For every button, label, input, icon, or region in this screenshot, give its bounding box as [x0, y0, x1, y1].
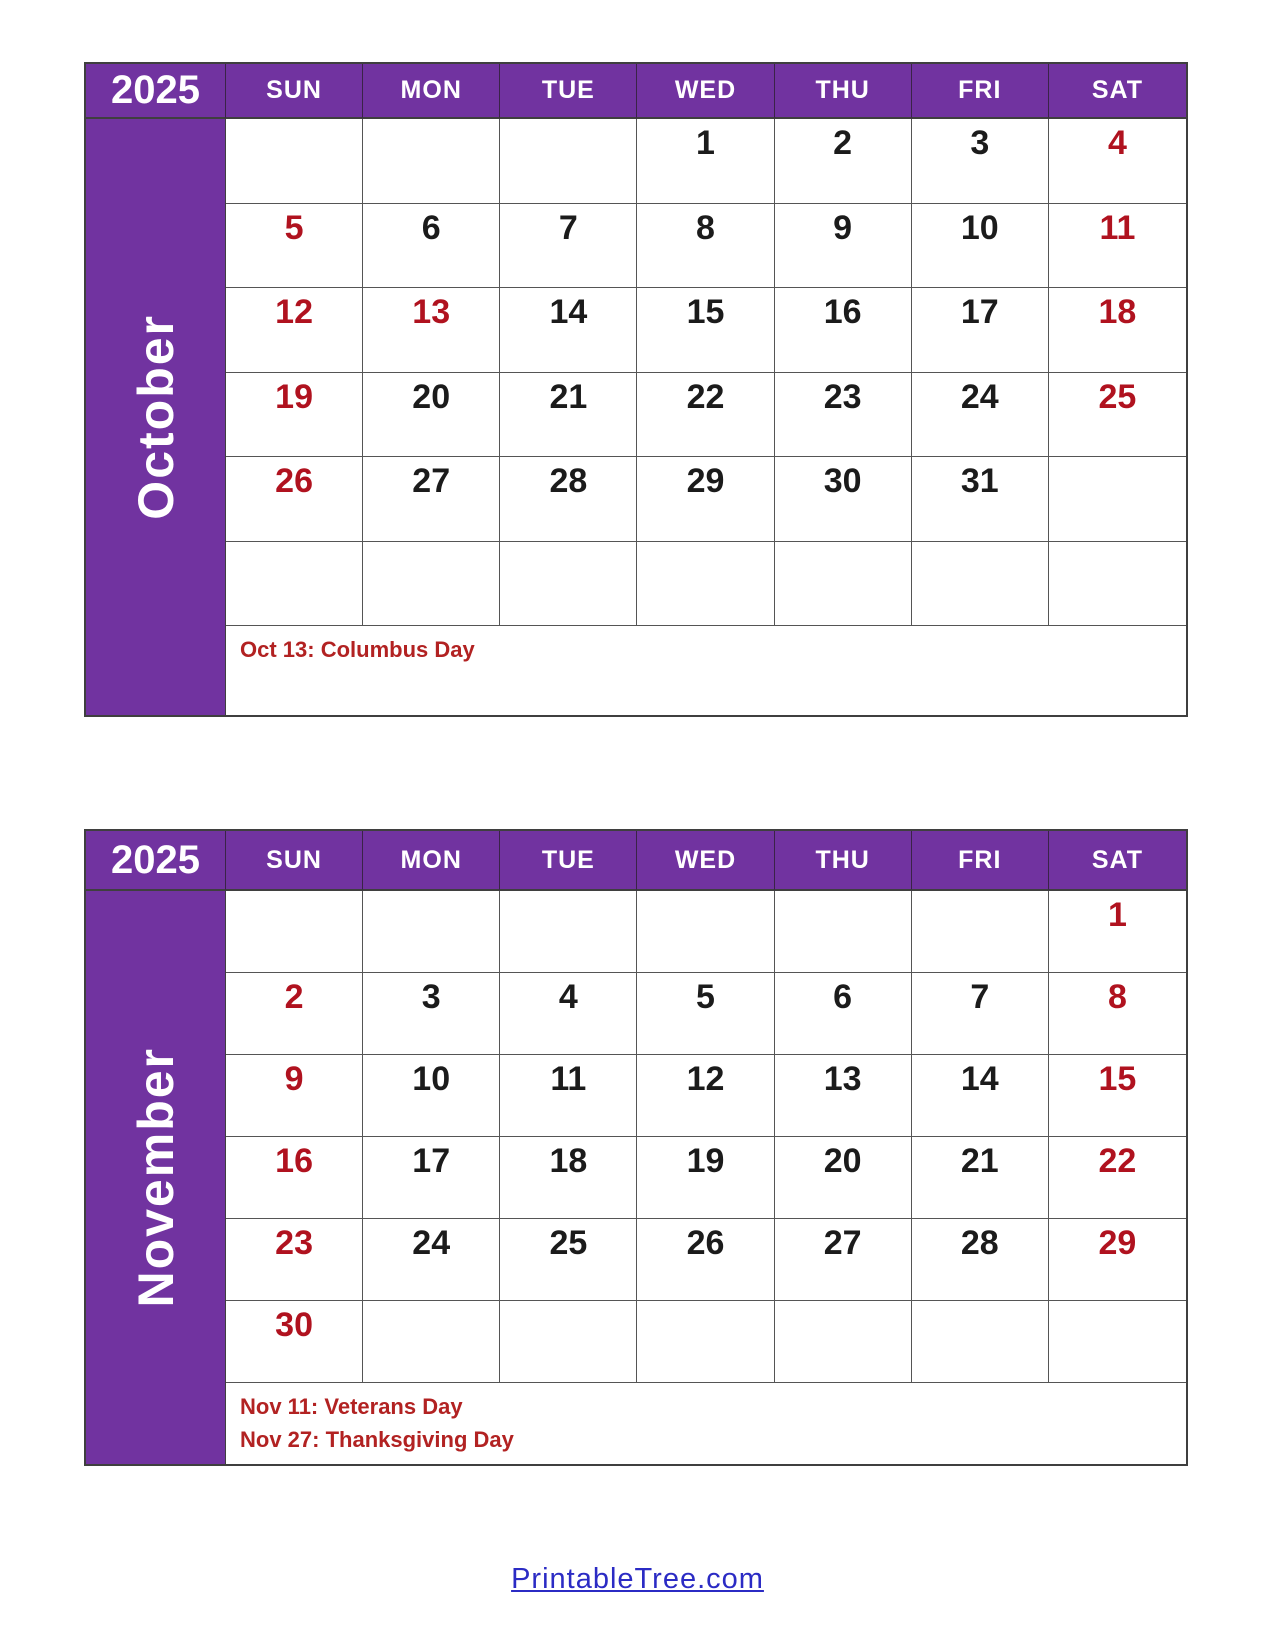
day-cell: 9	[775, 204, 912, 289]
day-cell-thanksgiving-day: 27	[775, 1219, 912, 1301]
month-sidebar	[86, 891, 226, 1464]
day-cell	[637, 891, 774, 973]
day-cell: 23	[226, 1219, 363, 1301]
day-cell: 9	[226, 1055, 363, 1137]
day-cell	[912, 891, 1049, 973]
footer-link[interactable]: PrintableTree.com	[511, 1563, 764, 1595]
day-cell: 24	[363, 1219, 500, 1301]
month-sidebar	[86, 119, 226, 715]
day-cell: 31	[912, 457, 1049, 542]
day-cell: 22	[637, 373, 774, 458]
holiday-notes	[226, 1383, 1186, 1464]
day-cell: 8	[1049, 973, 1186, 1055]
day-cell	[775, 542, 912, 627]
day-cell	[637, 1301, 774, 1383]
day-cell: 3	[912, 119, 1049, 204]
day-header-sun: SUN	[226, 64, 363, 119]
holiday-note-thanksgiving-day: Nov 27: Thanksgiving Day	[240, 1427, 514, 1452]
day-cell	[500, 1301, 637, 1383]
day-header-wed: WED	[637, 64, 774, 119]
day-cell	[500, 542, 637, 627]
day-cell: 4	[1049, 119, 1186, 204]
day-cell: 2	[775, 119, 912, 204]
day-cell: 2	[226, 973, 363, 1055]
day-header-sat: SAT	[1049, 64, 1186, 119]
day-cell	[912, 542, 1049, 627]
day-header-fri: FRI	[912, 64, 1049, 119]
day-header-thu: THU	[775, 64, 912, 119]
calendar-october	[84, 62, 1188, 717]
day-cell: 7	[912, 973, 1049, 1055]
year-label: 2025	[86, 64, 226, 119]
day-cell: 5	[637, 973, 774, 1055]
day-cell: 23	[775, 373, 912, 458]
day-cell: 8	[637, 204, 774, 289]
day-cell: 7	[500, 204, 637, 289]
day-cell	[912, 1301, 1049, 1383]
day-header-tue: TUE	[500, 831, 637, 891]
day-cell-veterans-day: 11	[500, 1055, 637, 1137]
day-cell: 10	[363, 1055, 500, 1137]
footer	[0, 1563, 1275, 1596]
holiday-note-columbus-day: Oct 13: Columbus Day	[240, 637, 475, 662]
day-header-wed: WED	[637, 831, 774, 891]
day-cell	[226, 119, 363, 204]
day-cell: 19	[637, 1137, 774, 1219]
day-cell: 6	[775, 973, 912, 1055]
day-cell: 26	[637, 1219, 774, 1301]
day-cell: 27	[363, 457, 500, 542]
day-cell: 30	[775, 457, 912, 542]
day-cell: 11	[1049, 204, 1186, 289]
day-cell	[1049, 457, 1186, 542]
day-cell	[363, 1301, 500, 1383]
day-header-fri: FRI	[912, 831, 1049, 891]
day-cell: 20	[775, 1137, 912, 1219]
day-cell: 28	[500, 457, 637, 542]
day-cell	[363, 542, 500, 627]
day-cell: 18	[1049, 288, 1186, 373]
day-cell: 1	[637, 119, 774, 204]
day-cell	[637, 542, 774, 627]
day-cell: 15	[1049, 1055, 1186, 1137]
day-header-mon: MON	[363, 831, 500, 891]
day-cell: 17	[363, 1137, 500, 1219]
day-cell: 14	[500, 288, 637, 373]
day-cell: 24	[912, 373, 1049, 458]
day-cell: 18	[500, 1137, 637, 1219]
day-cell: 22	[1049, 1137, 1186, 1219]
day-cell	[775, 891, 912, 973]
day-cell: 16	[226, 1137, 363, 1219]
day-cell: 14	[912, 1055, 1049, 1137]
month-label: November	[127, 1047, 184, 1308]
day-cell: 10	[912, 204, 1049, 289]
day-cell: 25	[500, 1219, 637, 1301]
day-cell: 30	[226, 1301, 363, 1383]
day-cell: 1	[1049, 891, 1186, 973]
day-cell: 21	[912, 1137, 1049, 1219]
day-cell: 29	[1049, 1219, 1186, 1301]
day-cell: 6	[363, 204, 500, 289]
day-cell: 25	[1049, 373, 1186, 458]
year-label: 2025	[86, 831, 226, 891]
day-cell	[1049, 542, 1186, 627]
day-cell: 15	[637, 288, 774, 373]
day-cell	[500, 891, 637, 973]
day-cell: 26	[226, 457, 363, 542]
day-header-mon: MON	[363, 64, 500, 119]
holiday-notes	[226, 626, 1186, 715]
calendar-november	[84, 829, 1188, 1466]
day-cell: 12	[226, 288, 363, 373]
day-cell	[500, 119, 637, 204]
day-cell: 17	[912, 288, 1049, 373]
day-cell	[363, 891, 500, 973]
month-label: October	[127, 314, 184, 520]
day-cell: 28	[912, 1219, 1049, 1301]
day-cell: 16	[775, 288, 912, 373]
day-cell: 20	[363, 373, 500, 458]
holiday-note-veterans-day: Nov 11: Veterans Day	[240, 1394, 463, 1419]
day-cell	[226, 542, 363, 627]
day-cell: 29	[637, 457, 774, 542]
day-cell: 4	[500, 973, 637, 1055]
day-cell: 5	[226, 204, 363, 289]
day-cell-columbus-day: 13	[363, 288, 500, 373]
day-cell	[363, 119, 500, 204]
day-header-tue: TUE	[500, 64, 637, 119]
day-cell: 21	[500, 373, 637, 458]
day-cell: 3	[363, 973, 500, 1055]
day-cell	[1049, 1301, 1186, 1383]
day-cell: 13	[775, 1055, 912, 1137]
day-header-sat: SAT	[1049, 831, 1186, 891]
day-cell	[226, 891, 363, 973]
day-cell: 12	[637, 1055, 774, 1137]
day-cell: 19	[226, 373, 363, 458]
day-cell	[775, 1301, 912, 1383]
day-header-sun: SUN	[226, 831, 363, 891]
day-header-thu: THU	[775, 831, 912, 891]
